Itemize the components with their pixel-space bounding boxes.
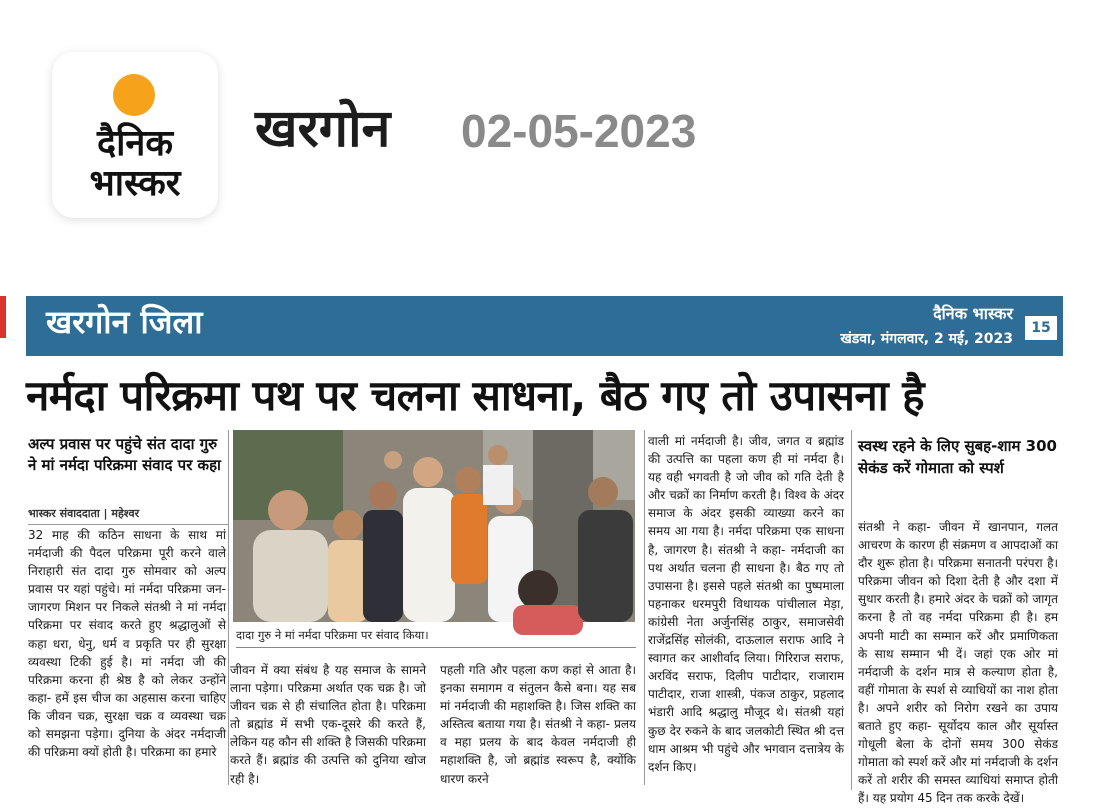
column-rule-3 bbox=[851, 430, 852, 790]
side-article-headline: स्वस्थ रहने के लिए सुबह-शाम 300 सेकंड करें गोमाता को स्पर्श bbox=[858, 437, 1057, 477]
red-edge-marker bbox=[0, 296, 6, 338]
banner-brand: दैनिक भास्कर bbox=[933, 304, 1013, 323]
logo-line-1: दैनिक bbox=[96, 123, 174, 164]
section-title: खरगोन जिला bbox=[46, 303, 203, 341]
logo-sun-icon bbox=[113, 74, 155, 116]
column-rule-2 bbox=[644, 430, 645, 785]
section-banner bbox=[26, 296, 1063, 356]
article-column-4: वाली मां नर्मदाजी है। जीव, जगत व ब्रह्मांड की उत्पत्ति का पहला कण ही मां नर्मदा है। यह वही भगवती है जो जीव को गति देती है और चक्रों का निर्माण करती है। विश्व के अंदर समाज के अंदर इसकी व्याख्या करने का समय आ गया है। नर्मदा परिक्रमा एक साधना है, जागरण है। संतश्री ने कहा- नर्मदाजी का पथ अर्थात चलना ही साधना है। बैठ गए तो उपासना है। इससे पहले संतश्री का पुष्पमाला पहनाकर धरमपुरी विधायक पांचीलाल मेड़ा, कांग्रेसी नेता अर्जुनसिंह ठाकुर, समाजसेवी राजेंद्रसिंह सोलंकी, दाऊलाल सराफ आदि ने स्वागत कर आशीर्वाद लिया। गिरिराज सराफ, अरविंद सराफ, दिलीप पाटीदार, राजाराम पाटीदार, राजा शास्त्री, पंकज ठाकुर, प्रहलाद भंडारी आदि श्रद्धालु मौजूद थे। संतश्री यहां कुछ देर रुकने के बाद जलकोटी स्थित श्री दत्त धाम आश्रम भी पहुंचे और भगवान दत्तात्रेय के दर्शन किए। bbox=[648, 434, 844, 774]
page-number-badge: 15 bbox=[1025, 316, 1057, 340]
article-byline: भास्कर संवाददाता | महेश्वर bbox=[28, 506, 228, 525]
article-photo bbox=[233, 430, 635, 622]
article-column-1: 32 माह की कठिन साधना के साथ मां नर्मदाजी की पैदल परिक्रमा पूरी करने वाले निराहारी संत दादा गुरु सोमवार को अल्प प्रवास पर यहां पहुंचे। मां नर्मदा परिक्रमा जन-जागरण मिशन पर निकले संतश्री ने मां नर्मदा परिक्रमा पर संवाद करते हुए श्रद्धालुओं से कहा धरा, धेनु, धर्म व प्रकृति पर ही सुरक्षा व्यवस्था टिकी हुई है। मां नर्मदा जी की परिक्रमा करना ही श्रेष्ठ है को लेकर उन्होंने कहा- हमें इस चीज का अहसास करना चाहिए कि जीवन चक्र, सुरक्षा चक्र व व्यवस्था चक्र को समझना पड़ेगा। दुनिया के अंदर नर्मदाजी की परिक्रमा क्यों होती है। परिक्रमा का हमारे bbox=[28, 528, 226, 760]
article-headline: नर्मदा परिक्रमा पथ पर चलना साधना, बैठ गए तो उपासना है bbox=[26, 371, 925, 420]
article-column-3: पहली गति और पहला कण कहां से आता है। इनका समागम व संतुलन कैसे बना। यह सब मां नर्मदाजी की महाशक्ति है। जिस शक्ति का अस्तित्व बताया गया है। संतश्री ने कहा- प्रलय व महा प्रलय के बाद केवल नर्मदाजी ही महाशक्ति है, जो ब्रह्मांड स्वरूप है, क्योंकि धारण करने bbox=[440, 663, 636, 786]
article-subhead: अल्प प्रवास पर पहुंचे संत दादा गुरु ने मां नर्मदा परिक्रमा संवाद पर कहा bbox=[28, 435, 221, 474]
photo-caption: दादा गुरु ने मां नर्मदा परिक्रमा पर संवाद किया। bbox=[236, 628, 636, 648]
article-column-2: जीवन में क्या संबंध है यह समाज के सामने लाना पड़ेगा। परिक्रमा अर्थात एक चक्र है। जो जीवन चक्र से ही संचालित होता है। परिक्रमा तो ब्रह्मांड में सभी एक-दूसरे की करते हैं, लेकिन यह कौन सी शक्ति है जिसकी परिक्रमा करते हैं। ब्रह्मांड की उत्पत्ति को दुनिया खोज रही है। bbox=[230, 663, 426, 786]
logo-line-2: भास्कर bbox=[89, 163, 181, 204]
crowd-photo-illustration bbox=[233, 430, 635, 622]
city-title: खरगोन bbox=[255, 99, 391, 159]
banner-dateline: खंडवा, मंगलवार, 2 मई, 2023 bbox=[840, 331, 1013, 347]
dainik-bhaskar-logo bbox=[52, 52, 218, 218]
column-rule-1 bbox=[228, 430, 229, 785]
edition-date: 02-05-2023 bbox=[461, 105, 697, 157]
side-article-body: संतश्री ने कहा- जीवन में खानपान, गलत आचरण के कारण ही संक्रमण व आपदाओं का दौर शुरू होता है। परिक्रमा सनातनी परंपरा है। परिक्रमा जीवन को दिशा देती है और दशा में सुधार करती है। हमारे अंदर के चक्रों को जागृत करना है तो वह नर्मदा परिक्रमा ही है। हम अपनी माटी का सम्मान करें और प्रमाणिकता के साथ सम्मान भी दें। जहां एक ओर मां नर्मदाजी के दर्शन मात्र से कल्याण होता है, वहीं गोमाता के स्पर्श से व्याधियों का नाश होता है। अपने शरीर को निरोग रखने का उपाय बताते हुए कहा- सूर्योदय काल और सूर्यास्त गोधूली बेला के दोनों समय 300 सेकंड गोमाता को स्पर्श करें और मां नर्मदाजी के दर्शन करें तो शरीर की समस्त व्याधियां समाप्त होती हैं। यह प्रयोग 45 दिन तक करके देखें। bbox=[858, 520, 1058, 806]
